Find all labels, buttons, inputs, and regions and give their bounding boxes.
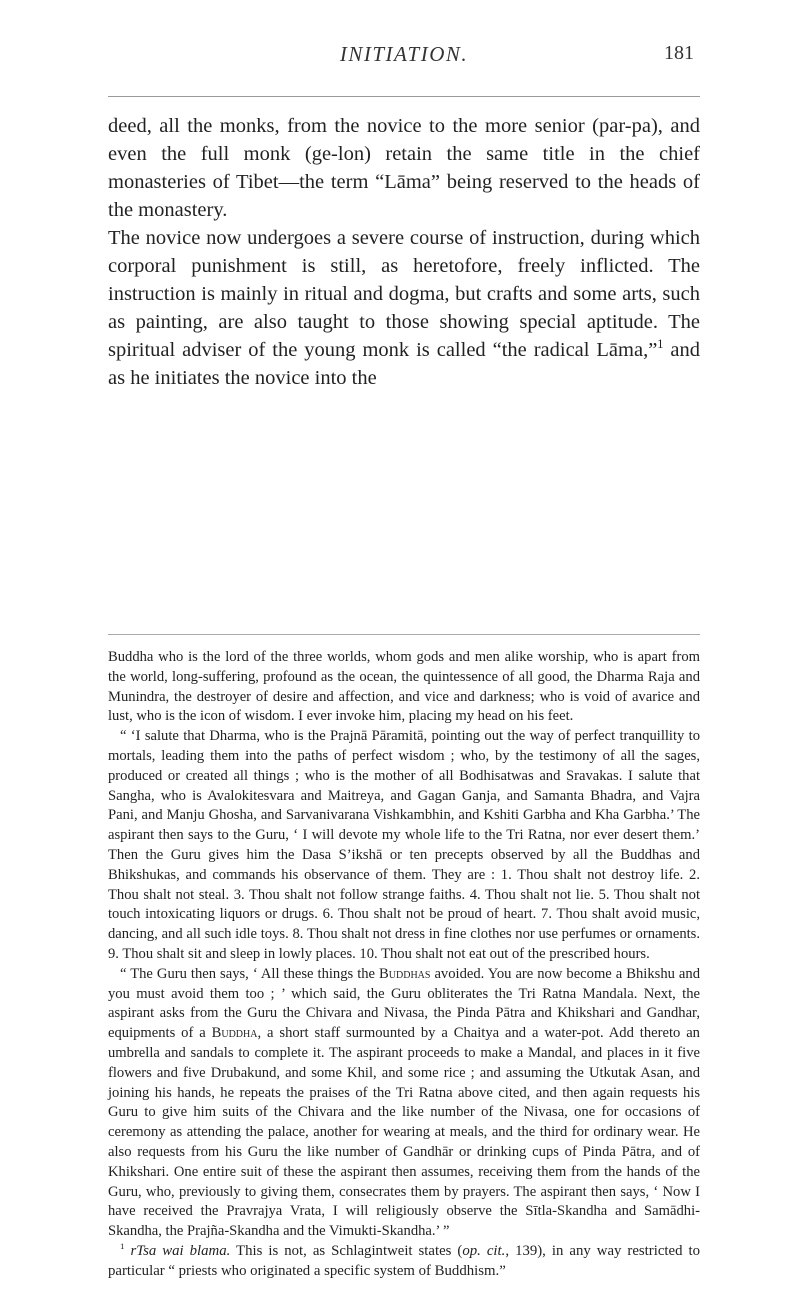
footnote-ref-1: 1 [657,337,664,352]
footnote-mark: 1 [120,1240,125,1251]
footnote-citation: op. cit. [462,1242,506,1259]
paragraph-1: deed, all the monks, from the novice to the more senior (par-pa), and even the full monk (ge-lon) retain the same title in the chief monasteries of Tibet—the term “Lāma” being reserved to the heads of the monastery. [108,115,700,221]
paragraph-2-text: The novice now undergoes a severe course of instruction, during which corporal punishment is still, as heretofore, freely inflicted. The instruction is mainly in ritual and dogma, but crafts and some arts, such as painting, are also taught to those showing special aptitude. The spiritual adviser of the young monk is called “the radical Lāma,” [108,227,700,361]
header-rule [108,96,700,97]
footnote-1 [108,1242,700,1282]
note-3-text-b: avoided. You are now become a Bhikshu and you must avoid them too ; ’ which said, the Guru obliterates the Tri Ratna Mandala. Next, the aspirant asks from the Guru the Chivara and Nivasa, the Pinda Pātra and Khikshari and Gandhar, equipments of a [108,965,700,1042]
paragraph-2 [108,224,700,392]
note-paragraph-1: Buddha who is the lord of the three worlds, whom gods and men alike worship, who is apart from the world, long-suffering, profound as the ocean, the quintessence of all good, the Dharma Raja and Munindra, the destroyer of desire and affection, and vice and darkness; who is void of avarice and lust, who is the icon of wisdom. I ever invoke him, placing my head on his feet. [108,649,700,725]
note-paragraph-2: “ ‘I salute that Dharma, who is the Prajnā Pāramitā, pointing out the way of perfect tranquillity to mortals, leading them into the paths of perfect wisdom ; who, by the testimony of all the sages, produced or created all things ; who is the mother of all Bodhisatwas and Sravakas. I salute that Sangha, who is Avalokitesvara and Maitreya, and Gagan Ganja, and Samanta Bhadra, and Vajra Pani, and Manju Ghosha, and Sarvanivarana Vishkambhin, and Kshiti Garbha and Kha Garbha.’ The aspirant then says to the Guru, ‘ I will devote my whole life to the Tri Ratna, nor ever desert them.’ Then the Guru gives him the Dasa S’ikshā or ten precepts observed by all the Buddhas and Bhikshukas, and commands his observance of them. They are : 1. Thou shalt not destroy life. 2. Thou shalt not steal. 3. Thou shalt not follow strange faiths. 4. Thou shalt not lie. 5. Thou shalt not touch intoxicating liquors or drugs. 6. Thou shalt not be proud of heart. 7. Thou shalt avoid music, dancing, and all such idle toys. 8. Thou shalt not dress in fine clothes nor use perfumes or ornaments. 9. Thou shalt sit and sleep in lowly places. 10. Thou shalt not eat out of the prescribed hours. [108,728,700,962]
footnote-text-c: , 139), in any way restricted to particular “ priests who originated a specific system of Buddhism.” [108,1242,700,1279]
footnote-separator-rule [108,634,700,635]
footnote-tibetan: rTsa wai blama. [124,1242,231,1259]
running-header [108,32,700,72]
note-3-text-a: “ The Guru then says, ‘ All these things the [120,965,380,982]
footnote-text-b: This is not, as Schlagintweit states ( [230,1242,463,1259]
note-3-smallcaps-2: Buddha [211,1025,258,1042]
page-number: 181 [664,42,694,64]
note-3-text-c: , a short staff surmounted by a Chaitya and a water-pot. Add thereto an umbrella and sandals to complete it. The aspirant proceeds to make a Mandal, and places in it five flowers and five Drubakund, and some Khil, and some rice ; and assuming the Utkutak Asan, and joining his hands, he repeats the praises of the Tri Ratna above cited, and then again requests his Guru to give him suits of the Chivara and the like number of the Nivasa, one for occasions of ceremony as attending the palace, another for wearing at meals, and the third for ordinary wear. He also requests from his Guru the like number of Gandhār or drinking cups of Pinda Pātra, and of Khikshari. One entire suit of these the aspirant then assumes, receiving them from the hands of the Guru, who, previously to giving them, consecrates them by prayers. The aspirant then says, ‘ Now I have received the Pravrajya Vrata, I will religiously observe the Sītla-Skandha and Samādhi-Skandha, the Prajña-Skandha and the Vimukti-Skandha.’ ” [108,1025,700,1240]
running-title: INITIATION. [339,42,469,66]
note-3-smallcaps-1: Buddhas [379,965,431,982]
main-text [108,112,700,392]
note-paragraph-3 [108,965,700,1242]
paragraph-2-tail: and as he initiates the novice into the [108,339,700,389]
notes-block [108,648,700,1282]
